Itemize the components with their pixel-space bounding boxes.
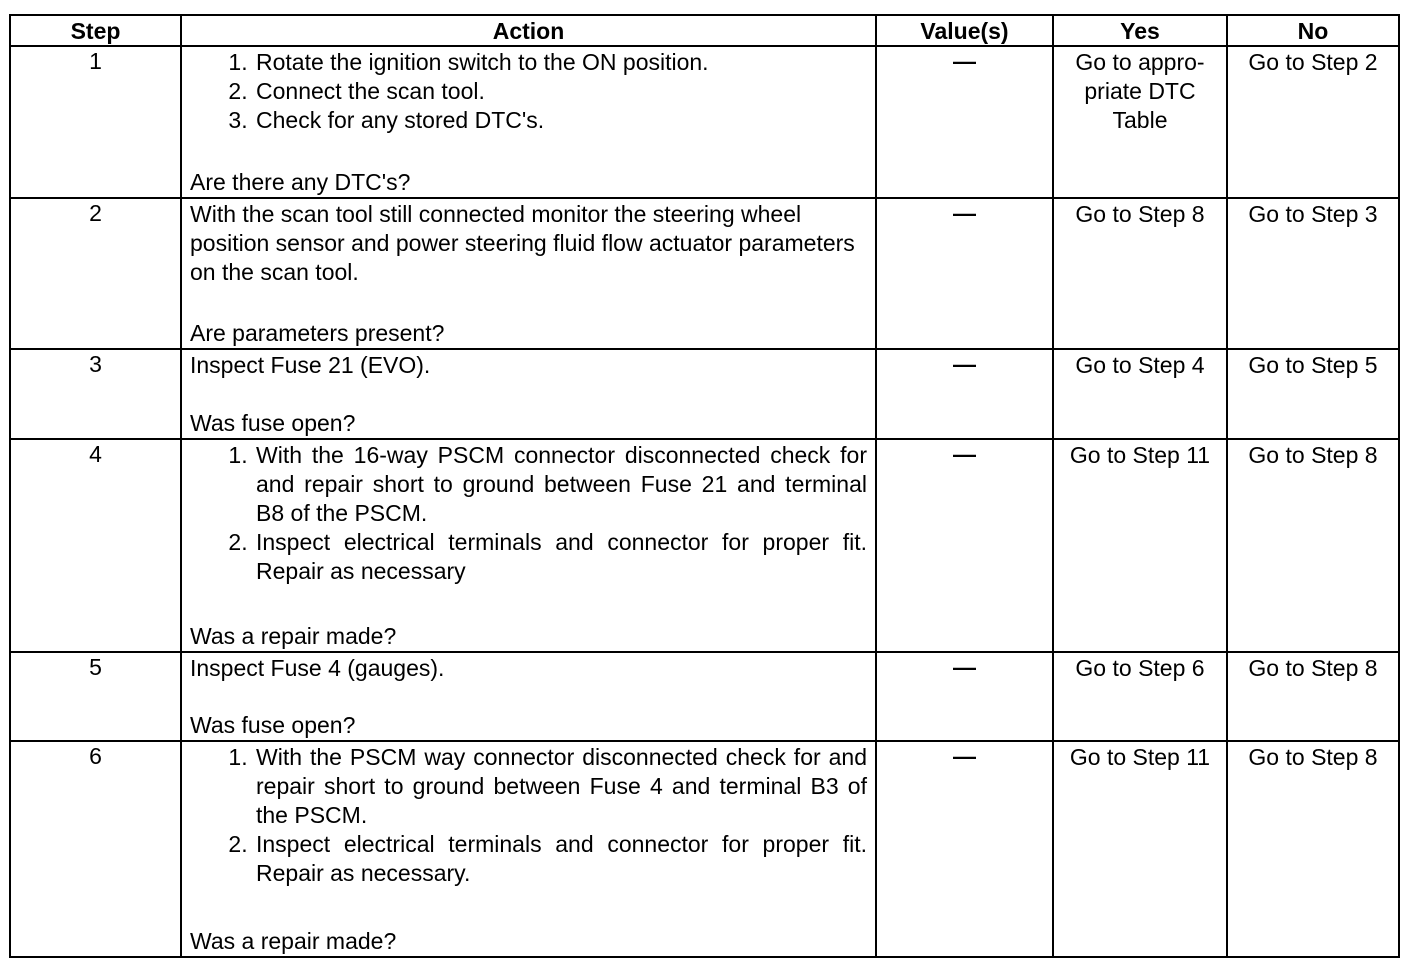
- no-cell: Go to Step 3: [1227, 198, 1399, 348]
- header-step: Step: [10, 15, 181, 46]
- header-row: [10, 15, 1399, 46]
- action-cell: [181, 741, 876, 957]
- action-cell: [181, 652, 876, 741]
- no-cell: Go to Step 2: [1227, 46, 1399, 198]
- value-cell: —: [876, 652, 1053, 741]
- table-row: [10, 46, 1399, 198]
- action-step: 2. Inspect electrical terminals and connector for proper fit. Repair as necessary.: [254, 830, 867, 888]
- header-no: No: [1227, 15, 1399, 46]
- action-text: Inspect Fuse 4 (gauges).: [190, 655, 445, 682]
- step-number: 5: [10, 652, 181, 741]
- action-step: 1. Rotate the ignition switch to the ON position.: [254, 48, 867, 77]
- yes-cell: Go to Step 11: [1053, 439, 1227, 652]
- action-cell: [181, 439, 876, 652]
- yes-cell: Go to Step 11: [1053, 741, 1227, 957]
- value-cell: —: [876, 46, 1053, 198]
- value-cell: —: [876, 439, 1053, 652]
- action-question: Was fuse open?: [190, 712, 356, 739]
- no-cell: Go to Step 8: [1227, 652, 1399, 741]
- no-cell: Go to Step 8: [1227, 741, 1399, 957]
- action-cell: [181, 349, 876, 439]
- no-cell: Go to Step 8: [1227, 439, 1399, 652]
- step-number: 6: [10, 741, 181, 957]
- step-number: 1: [10, 46, 181, 198]
- action-step: 1. With the PSCM way connector disconnected check for and repair short to ground between Fuse 4 and terminal B3 of the PSCM.: [254, 743, 867, 830]
- step-number: 2: [10, 198, 181, 348]
- action-step: 2. Inspect electrical terminals and connector for proper fit. Repair as necessary: [254, 528, 867, 586]
- action-step: 1. With the 16-way PSCM connector disconnected check for and repair short to ground between Fuse 21 and terminal B8 of the PSCM.: [254, 441, 867, 528]
- header-yes: Yes: [1053, 15, 1227, 46]
- header-values: Value(s): [876, 15, 1053, 46]
- yes-cell: Go to Step 4: [1053, 349, 1227, 439]
- action-question: Was fuse open?: [190, 409, 356, 436]
- yes-cell: Go to appro- priate DTC Table: [1053, 46, 1227, 198]
- step-number: 4: [10, 439, 181, 652]
- action-step: 2. Connect the scan tool.: [254, 77, 867, 106]
- yes-cell: Go to Step 8: [1053, 198, 1227, 348]
- no-cell: Go to Step 5: [1227, 349, 1399, 439]
- value-cell: —: [876, 741, 1053, 957]
- table-row: [10, 652, 1399, 741]
- step-number: 3: [10, 349, 181, 439]
- value-cell: —: [876, 349, 1053, 439]
- action-cell: [181, 198, 876, 348]
- action-cell: [181, 46, 876, 198]
- action-step: 3. Check for any stored DTC's.: [254, 106, 867, 135]
- action-text: Inspect Fuse 21 (EVO).: [190, 351, 431, 378]
- action-question: Are parameters present?: [190, 319, 445, 346]
- value-cell: —: [876, 198, 1053, 348]
- table-row: [10, 439, 1399, 652]
- header-action: Action: [181, 15, 876, 46]
- action-steps: [190, 48, 867, 135]
- table-row: [10, 198, 1399, 348]
- action-question: Are there any DTC's?: [190, 169, 411, 196]
- action-question: Was a repair made?: [190, 623, 397, 650]
- action-steps: [190, 441, 867, 586]
- table-row: [10, 741, 1399, 957]
- action-steps: [190, 743, 867, 888]
- diagnostic-table: [9, 14, 1400, 958]
- action-question: Was a repair made?: [190, 928, 397, 954]
- action-text: With the scan tool still connected monitor the steering wheel position sensor and power steering fluid flow actuator parameters on the scan tool.: [190, 201, 855, 286]
- yes-cell: Go to Step 6: [1053, 652, 1227, 741]
- table-row: [10, 349, 1399, 439]
